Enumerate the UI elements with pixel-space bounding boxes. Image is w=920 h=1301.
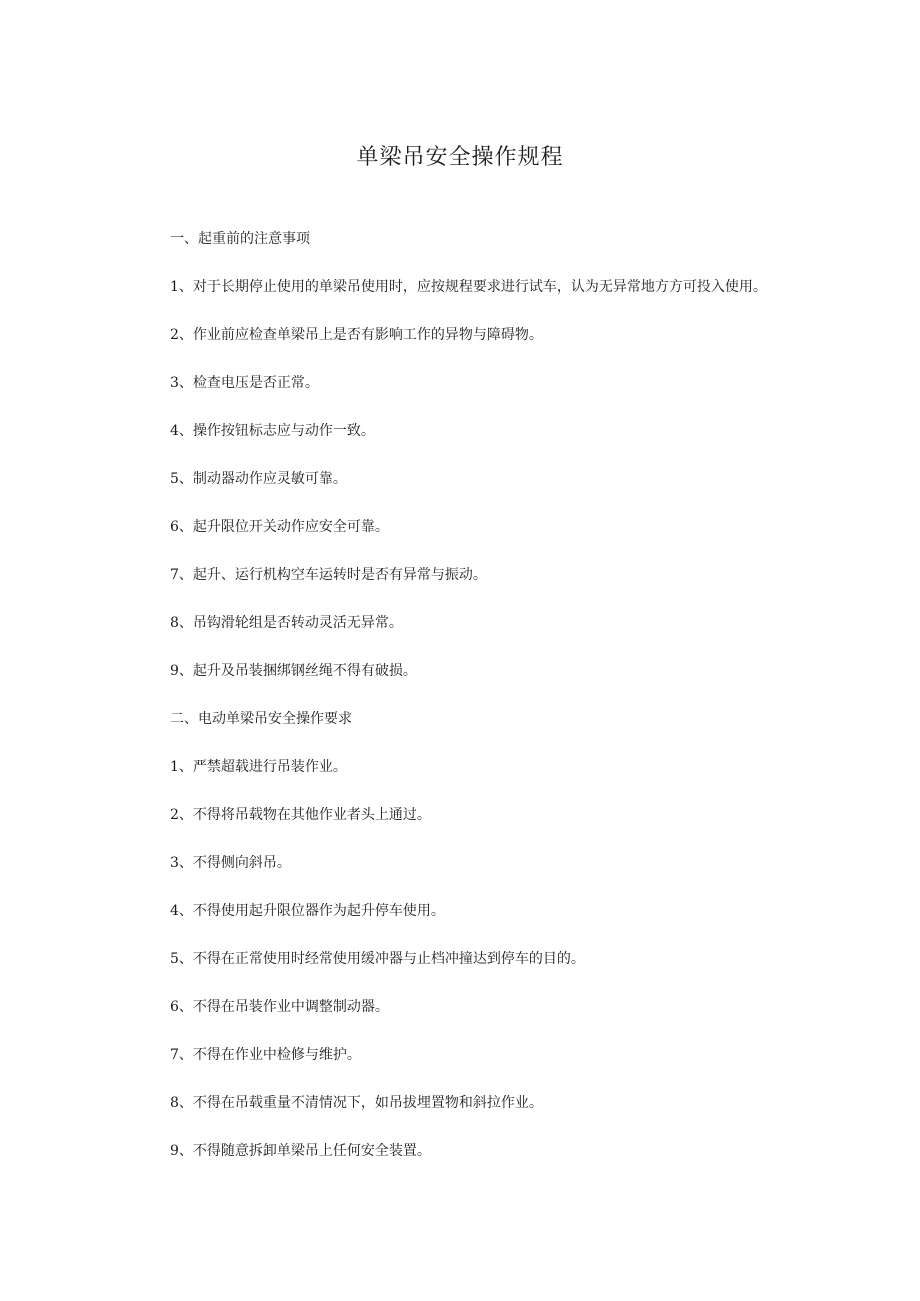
list-item: 4、操作按钮标志应与动作一致。 xyxy=(170,423,375,439)
list-item: 5、不得在正常使用时经常使用缓冲器与止档冲撞达到停车的目的。 xyxy=(170,951,585,967)
list-item: 1、严禁超载进行吊装作业。 xyxy=(170,759,347,775)
list-item: 3、检查电压是否正常。 xyxy=(170,375,319,391)
list-item: 1、对于长期停止使用的单梁吊使用时，应按规程要求进行试车，认为无异常地方方可投入使用。 xyxy=(170,279,767,295)
list-item: 6、不得在吊装作业中调整制动器。 xyxy=(170,999,389,1015)
list-item: 8、不得在吊载重量不清情况下，如吊拔埋置物和斜拉作业。 xyxy=(170,1095,543,1111)
list-item: 2、不得将吊载物在其他作业者头上通过。 xyxy=(170,807,431,823)
list-item: 2、作业前应检查单梁吊上是否有影响工作的异物与障碍物。 xyxy=(170,327,543,343)
list-item: 5、制动器动作应灵敏可靠。 xyxy=(170,471,347,487)
document-title: 单梁吊安全操作规程 xyxy=(356,145,564,170)
section-heading: 二、电动单梁吊安全操作要求 xyxy=(170,711,352,727)
list-item: 3、不得侧向斜吊。 xyxy=(170,855,291,871)
list-item: 8、吊钩滑轮组是否转动灵活无异常。 xyxy=(170,615,403,631)
list-item: 7、起升、运行机构空车运转时是否有异常与振动。 xyxy=(170,567,487,583)
list-item: 7、不得在作业中检修与维护。 xyxy=(170,1047,361,1063)
document-body xyxy=(138,227,788,1187)
list-item: 6、起升限位开关动作应安全可靠。 xyxy=(170,519,389,535)
section-heading: 一、起重前的注意事项 xyxy=(170,231,310,247)
list-item: 4、不得使用起升限位器作为起升停车使用。 xyxy=(170,903,445,919)
list-item: 9、起升及吊装捆绑钢丝绳不得有破损。 xyxy=(170,663,417,679)
list-item: 9、不得随意拆卸单梁吊上任何安全装置。 xyxy=(170,1143,431,1159)
